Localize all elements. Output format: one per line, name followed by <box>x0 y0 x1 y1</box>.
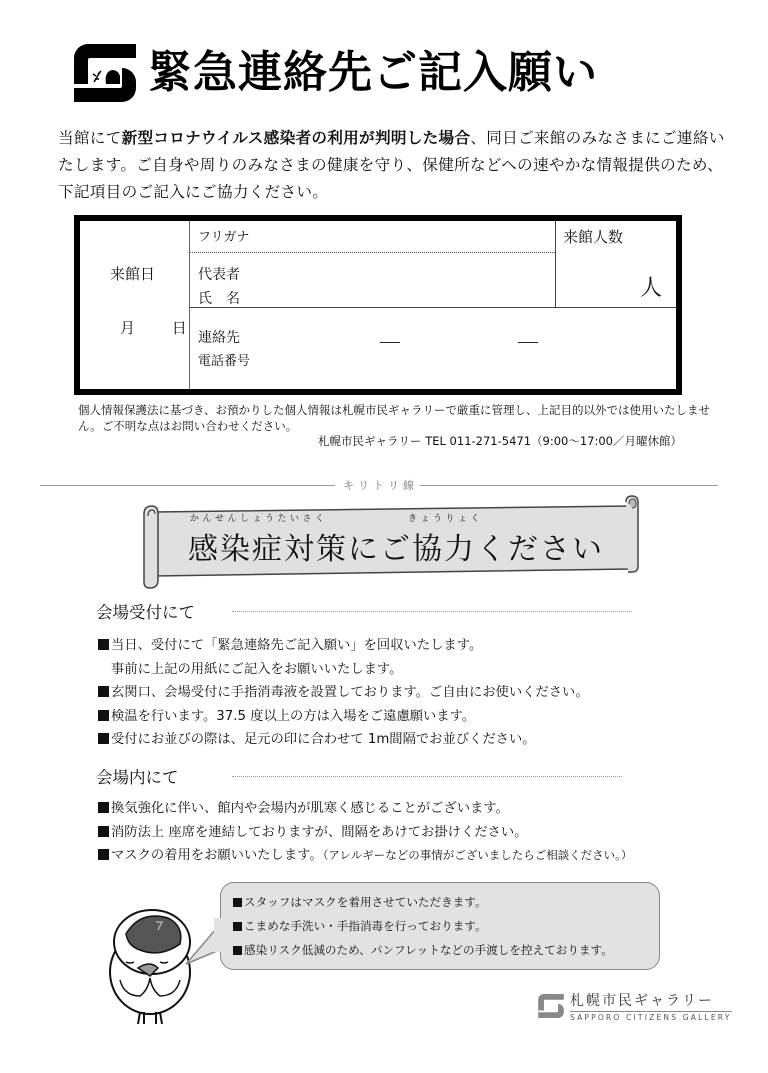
page-header <box>74 44 598 102</box>
cut-line-right <box>420 485 718 486</box>
cut-line-left <box>40 485 335 486</box>
gallery-logo-icon <box>538 994 564 1018</box>
square-bullet-icon <box>98 849 109 860</box>
intro-text-emphasis: 新型コロナウイルス感染者の利用が判明した場合 <box>121 129 471 147</box>
contact-label-line1: 連絡先 <box>198 330 240 346</box>
square-bullet-icon <box>233 946 242 955</box>
dotted-rule <box>232 776 622 777</box>
section-heading-text: 会場受付にて <box>96 603 195 622</box>
representative-name-label <box>198 263 240 311</box>
gallery-logo-icon <box>74 44 136 102</box>
square-bullet-icon <box>233 898 242 907</box>
list-item-note: （アレルギーなどの事情がございましたらご相談ください。） <box>322 848 633 862</box>
list-item <box>98 705 589 729</box>
list-item-text: 検温を行います。37.5 度以上の方は入場をご遠慮願います。 <box>111 708 476 724</box>
representative-label-line1: 代表者 <box>198 267 240 283</box>
cut-line <box>40 480 718 492</box>
list-item <box>98 844 632 868</box>
list-item-text: スタッフはマスクを着用させていただきます。 <box>244 895 487 909</box>
visitor-count-unit: 人 <box>639 276 662 301</box>
list-item-text: 受付にお並びの際は、足元の印に合わせて 1m間隔でお並びください。 <box>111 732 536 747</box>
list-item <box>98 821 632 845</box>
list-item <box>233 914 613 938</box>
scroll-banner <box>140 494 640 589</box>
phone-number-field[interactable] <box>190 308 676 389</box>
phone-separator-dash <box>380 342 400 343</box>
intro-text-end: 、同日ご来館のみなさまにご連絡いたします。ご自身や周りのみなさまの健康を守り、保健所などへの速やかな情報提供のため、下記項目のご記入にご協力ください。 <box>58 129 725 201</box>
visit-date-field[interactable] <box>80 221 190 389</box>
square-bullet-icon <box>98 802 109 813</box>
page-title: 緊急連絡先ご記入願い <box>148 47 598 98</box>
square-bullet-icon <box>98 686 109 697</box>
reception-bullet-list <box>98 634 589 752</box>
list-item-text: 事前に上記の用紙にご記入をお願いいたします。 <box>111 661 403 677</box>
org-name-jp: 札幌市民ギャラリー <box>570 990 732 1012</box>
list-item <box>233 938 613 962</box>
square-bullet-icon <box>233 922 242 931</box>
banner-ruby-kansenshoutaisaku: かんせんしょうたいさく <box>190 514 328 524</box>
contact-info: 札幌市民ギャラリー TEL 011-271-5471（9:00～17:00／月曜休館） <box>318 434 682 448</box>
visit-date-label: 来館日 <box>110 265 156 283</box>
list-item-text: 消防法上 座席を連結しておりますが、間隔をあけてお掛けください。 <box>111 824 528 840</box>
list-item-text: 感染リスク低減のため、パンフレットなどの手渡しを控えております。 <box>244 943 613 957</box>
list-item-text: 玄関口、会場受付に手指消毒液を設置しております。ご自由にお使いください。 <box>111 685 589 700</box>
month-label: 月 <box>120 319 136 337</box>
furigana-divider <box>190 252 555 253</box>
intro-text-start: 当館にて <box>58 129 122 147</box>
banner-title: 感染症対策にご協力ください <box>188 532 604 567</box>
list-item <box>98 681 589 705</box>
phone-number-label <box>198 326 250 374</box>
visitor-count-label: 来館人数 <box>563 228 624 246</box>
dotted-rule <box>232 611 632 612</box>
intro-paragraph <box>58 125 738 206</box>
venue-bullet-list <box>98 797 632 868</box>
privacy-notice <box>78 403 718 450</box>
square-bullet-icon <box>98 639 109 650</box>
section-heading-reception <box>96 599 195 623</box>
representative-label-line2: 氏 名 <box>198 291 240 307</box>
square-bullet-icon <box>98 733 109 744</box>
contact-label-line2: 電話番号 <box>198 354 251 369</box>
representative-name-field[interactable] <box>190 221 556 308</box>
list-item <box>98 797 632 821</box>
furigana-label: フリガナ <box>198 230 250 245</box>
staff-measures-list <box>233 890 613 962</box>
cut-line-label: キリトリ線 <box>343 479 418 492</box>
footer-logo <box>538 990 732 1022</box>
phone-separator-dash <box>518 342 538 343</box>
section-heading-venue <box>96 764 179 788</box>
list-item <box>98 728 589 752</box>
list-item <box>233 890 613 914</box>
square-bullet-icon <box>98 710 109 721</box>
list-item-text: 当日、受付にて「緊急連絡先ご記入願い」を回収いたします。 <box>111 638 483 653</box>
emergency-contact-form <box>74 215 682 395</box>
square-bullet-icon <box>98 826 109 837</box>
section-heading-text: 会場内にて <box>96 768 179 787</box>
list-item <box>98 634 589 658</box>
list-item-continuation <box>98 658 589 682</box>
visitor-count-field[interactable] <box>556 221 676 308</box>
privacy-text: 個人情報保護法に基づき、お預かりした個人情報は札幌市民ギャラリーで厳重に管理し、上記目的以外では使用いたしません。ご不明な点はお問い合わせください。 <box>78 403 711 433</box>
banner-ruby-kyouryoku: きょうりょく <box>408 514 484 524</box>
org-name-en: SAPPORO CITIZENS GALLERY <box>570 1013 732 1022</box>
list-item-text: こまめな手洗い・手指消毒を行っております。 <box>244 919 487 933</box>
bubble-tail-mask <box>214 918 226 952</box>
month-day-labels <box>120 317 187 338</box>
list-item-text: 換気強化に伴い、館内や会場内が肌寒く感じることがございます。 <box>111 801 509 816</box>
day-label: 日 <box>171 319 187 337</box>
list-item-text: マスクの着用をお願いいたします。 <box>111 848 323 863</box>
